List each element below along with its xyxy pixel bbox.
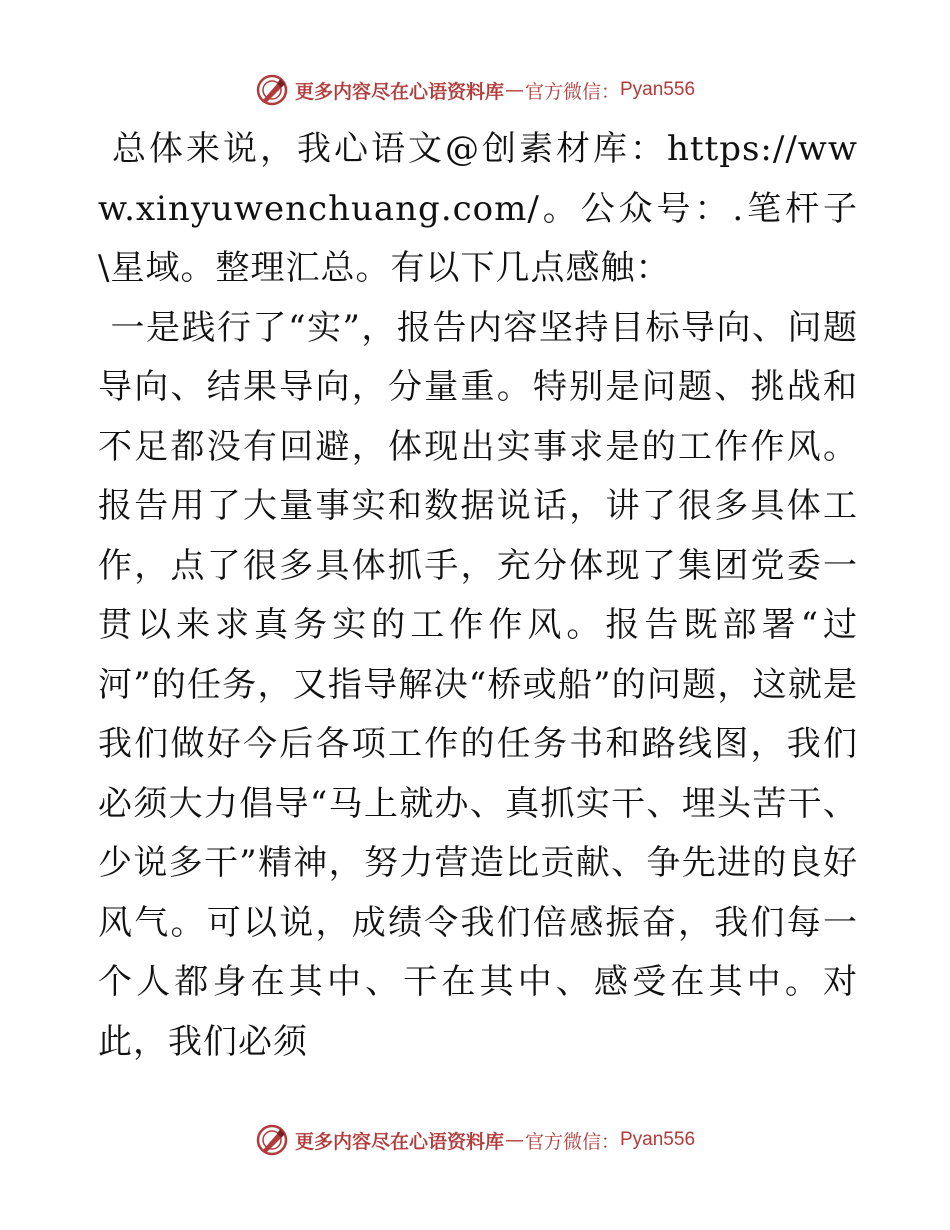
brand-text: 更多内容尽在心语资料库 [294,1130,504,1153]
pen-logo-icon [255,1123,289,1157]
banner-separator: — [504,1129,524,1151]
wechat-handle: Pyan556 [620,1129,696,1150]
official-label: 官方微信： [524,1130,620,1153]
paragraph-1 [98,120,858,299]
brand-text: 更多内容尽在心语资料库 [294,80,504,103]
official-label: 官方微信： [524,80,620,103]
paragraph-1-text: 总体来说，我心语文@创素材库：https://www.xinyuwenchuang.com/。公众号：.笔杆子\星域。整理汇总。有以下几点感触： [98,129,858,288]
paragraph-2 [98,299,858,1073]
wechat-handle: Pyan556 [620,79,696,100]
paragraph-2-text: 一是践行了“实”，报告内容坚持目标导向、问题导向、结果导向，分量重。特别是问题、挑战和不足都没有回避，体现出实事求是的工作作风。报告用了大量事实和数据说话，讲了很多具体工作，点了很多具体抓手，充分体现了集团党委一贯以来求真务实的工作作风。报告既部署“过河”的任务，又指导解决“桥或船”的问题，这就是我们做好今后各项工作的任务书和路线图，我们必须大力倡导“马上就办、真抓实干、埋头苦干、少说多干”精神，努力营造比贡献、争先进的良好风气。可以说，成绩令我们倍感振奋，我们每一个人都身在其中、干在其中、感受在其中。对此，我们必须 [98,307,858,1062]
document-body [98,120,858,1072]
pen-logo-icon [255,73,289,107]
banner-separator: — [504,79,524,101]
footer-banner [0,1120,950,1160]
header-banner [0,70,950,110]
